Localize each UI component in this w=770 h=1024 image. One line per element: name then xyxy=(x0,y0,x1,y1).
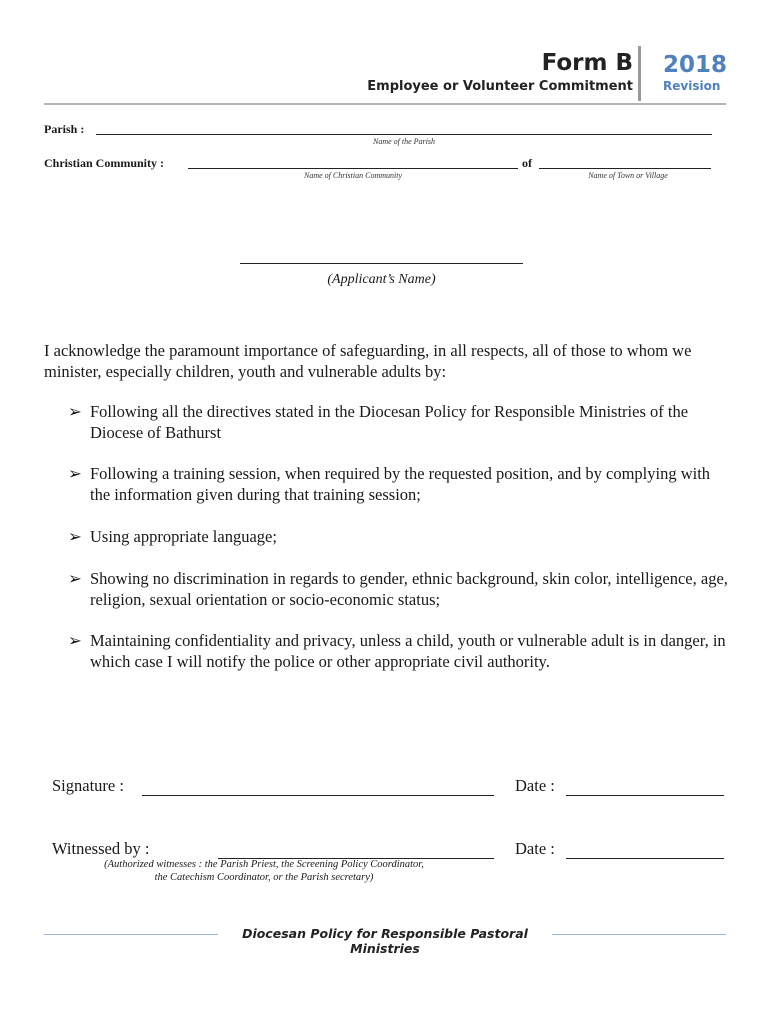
revision-year: 2018 xyxy=(663,52,728,78)
header-divider xyxy=(638,46,641,101)
form-title: Form B xyxy=(541,50,633,76)
bullet-text: Following a training session, when required by the requested position, and by complying with the information given during that training session; xyxy=(90,464,711,504)
witness-date-label: Date : xyxy=(515,839,555,858)
community-caption: Name of Christian Community xyxy=(303,171,402,180)
town-field[interactable] xyxy=(539,168,711,169)
bullet-text: Using appropriate language; xyxy=(90,527,277,546)
bullet-text: Showing no discrimination in regards to gender, ethnic background, skin color, intelligence, age, religion, sexual orientation or socio-economic status; xyxy=(90,569,728,609)
intro-paragraph: I acknowledge the paramount importance of safeguarding, in all respects, all of those to whom we minister, especially children, youth and vulnerable adults by: xyxy=(44,341,692,381)
footer-rule-left xyxy=(44,934,218,935)
header-rule xyxy=(44,103,726,105)
bullet-text: Maintaining confidentiality and privacy, unless a child, youth or vulnerable adult is in danger, in which case I will notify the police or other appropriate civil authority. xyxy=(90,631,726,671)
bullet-arrow-icon: ➢ xyxy=(68,464,82,483)
of-label: of xyxy=(522,156,532,170)
list-item xyxy=(68,630,733,672)
bullet-arrow-icon: ➢ xyxy=(68,569,82,588)
witness-label: Witnessed by : xyxy=(52,839,150,858)
list-item xyxy=(68,568,733,610)
list-item xyxy=(68,526,733,547)
bullet-text: Following all the directives stated in the Diocesan Policy for Responsible Ministries of the Diocese of Bathurst xyxy=(90,402,689,442)
parish-caption: Name of the Parish xyxy=(373,137,435,146)
date-field[interactable] xyxy=(566,795,724,796)
form-subtitle: Employee or Volunteer Commitment xyxy=(367,79,633,94)
footer-text: Diocesan Policy for Responsible Pastoral Ministries xyxy=(242,926,528,956)
list-item xyxy=(68,401,733,443)
signature-field[interactable] xyxy=(142,795,494,796)
witness-note-line2: the Catechism Coordinator, or the Parish secretary) xyxy=(154,872,374,883)
witness-note xyxy=(44,858,484,884)
signature-label: Signature : xyxy=(52,776,124,795)
parish-label: Parish : xyxy=(44,122,85,136)
parish-field[interactable] xyxy=(96,134,712,135)
date-label: Date : xyxy=(515,776,555,795)
community-label: Christian Community : xyxy=(44,156,165,170)
bullet-arrow-icon: ➢ xyxy=(68,527,82,546)
town-caption: Name of Town or Village xyxy=(588,171,668,180)
witness-date-field[interactable] xyxy=(566,858,724,859)
footer-rule-right xyxy=(552,934,726,935)
list-item xyxy=(68,463,733,505)
revision-label: Revision xyxy=(663,79,721,93)
applicant-name-field[interactable] xyxy=(240,263,523,264)
applicant-caption: (Applicant’s Name) xyxy=(327,272,436,287)
community-field[interactable] xyxy=(188,168,518,169)
bullet-arrow-icon: ➢ xyxy=(68,402,82,421)
witness-note-line1: (Authorized witnesses : the Parish Priest, the Screening Policy Coordinator, xyxy=(104,859,424,870)
bullet-arrow-icon: ➢ xyxy=(68,631,82,650)
